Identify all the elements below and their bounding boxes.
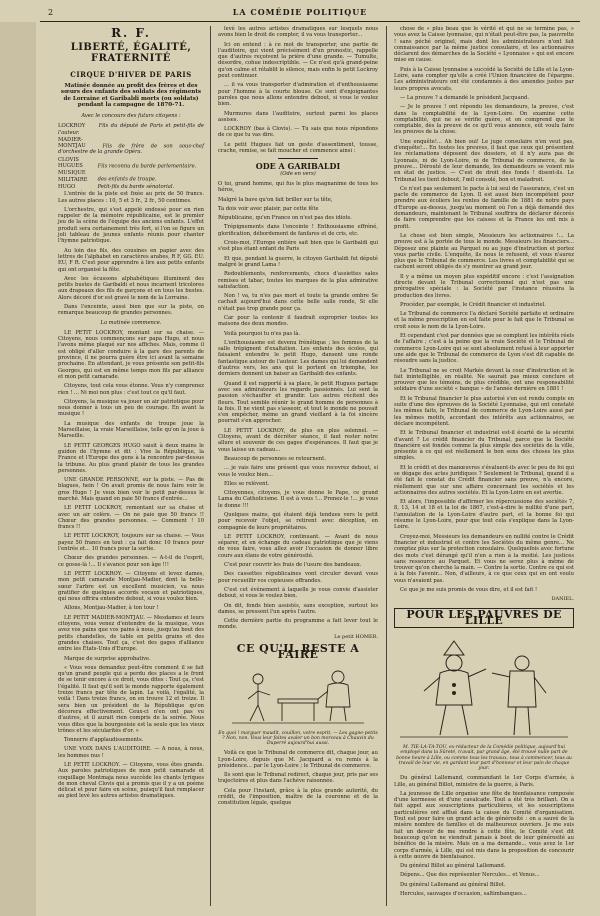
verse-line: Ta dois voir avec plaisir, par cette fête — [218, 205, 319, 212]
paragraph: Puis à la Caisse lyonnaise a succédé la Société de Lille et la Lyon-Loire, sans compter qu'elle a créé l'Union financière de l'épargne. Les administrateurs ont été condamnés à des amendes justes par leurs propres avocats. — [394, 66, 574, 92]
page-header — [0, 6, 600, 22]
paragraph: Hercules, sauvages d'occasion, saltimbanques... — [400, 891, 527, 897]
paragraph: Du général Lallemand, commandant le 1er Corps d'armée, à Lille, au général Billot, ministre de la guerre, à Paris. — [394, 775, 574, 788]
rf-heading: R. F. — [111, 26, 151, 40]
paragraph: Elles se relèvent. — [224, 480, 270, 487]
cast-item: MADIER-MONTJAU Fils de frère de son sous-chef d'orchestre de la grande Opéra. — [58, 136, 204, 156]
cast-item: MUSIQUE MILITAIRE des enfants de troupe. — [58, 170, 157, 183]
paragraph: Beaucoup de personnes se retournent. — [224, 455, 326, 462]
paragraph: Dépens... Que des représenter Nercules... et Venus... — [400, 872, 540, 879]
verse-line: Malgré la bave qu'on fait briller sur ta tête, — [218, 196, 333, 203]
paragraph: L'enthousiasme est devenu frénétique ; les femmes de la salle trépignent d'exaltation. Les enfants des écoles, qui faisaient entendre le petit Hugo, dansent une ronde fantastique autour de l'auteur. Les dames qui lui demandent d'autres vers, les ans qui le portent en triomphe, les derniers donnent un baiser au Garibaldi des enfants. — [218, 339, 378, 378]
cartoon-illustration — [396, 633, 572, 743]
paragraph: Et le Tribunal financier le plus autorisé s'en est rendu compte en suite d'une des épreuves de la Société Lyonnaise, qui ont constaté les mêmes faits, le Tribunal de commerce de Lyon-Loire aussi par les mêmes motifs, accordant des intérêts aux actionnaires, se déclare incompétent. — [394, 395, 574, 427]
paragraph: Le Tribunal ne se croit Markès devant la cour d'instruction et le fait inintelligible, en réalité. Ne saurait pas mieux conclure et prouver que les témoins, de plus crédible, ont une responsabilité solidaire d'une société « banque » de l'année dernière en 1881 ! — [394, 367, 574, 393]
ode-subtitle: (Ode en vers) — [280, 170, 316, 177]
column-2 — [218, 26, 378, 810]
paragraph: Le petit Hugues fait un geste d'assentiment, tousse, crache, remise, se fait moucher et commence ainsi : — [218, 141, 378, 155]
paragraph: Et le crédit et des manœuvres s'évaluent-ils avec le peu de foi qui se dégage des actes juridiques ? Seulement le Tribunal, quand il a été fait le constat du Crédit financier sans preuve, n'a encore, réellement que sur une affaire concernant les sociétés et les actionnaires des autres sociétés. Et la Lyon-Loire en est avertie. — [394, 464, 574, 496]
verse-line: Républicaine, qu'en France on n'est pas des idiots. — [218, 215, 352, 222]
paragraph: Ce n'est pas seulement le pacte à lui seul de l'assurance, c'est un pacte de commerce de Lyon. Il est aussi bien incompétent pour prendre aux écoliers les rentes de famille de 1881 de notre pays d'Europe au-dessus, jusqu'au moment où l'on a déjà demandé des demandeurs, maintenant le Tribunal souffrira de déclarer décorés de faire comprendre que les caisses et la France les ont mis à profit. — [394, 185, 574, 230]
paragraph: Le chose est bien simple, Messieurs les actionnaires !... La preuve est à la portée de tous le monde. Messieurs les financiers... Déposez une plainte au Parquet ou au juge d'instruction et portez vous partie civile. L'enquête, ils nous le refusent, et vous n'aurez plus que le Tribunal de commerce. Les livres et comptabilité qui se cachent seront obligés de s'y montrer au grand jour. — [394, 232, 574, 271]
cast-item: LOCKROY Fils du député de Paris et petit-fils de l'auteur. — [58, 123, 204, 136]
verse-line: O toi, grand homme, qui fus le plus magnanime de tous les héros, — [218, 180, 378, 194]
paragraph: — Je le prouve ! ont répondu les demandeurs, la preuve, c'est dans la comptabilité de la Lyon-Loire. On examine cette comptabilité, qui ne se vérifie guère, et on comprend que le comptable, dès la preuve de ce qu'il vous annonce, eût voulu faire les preuves de la chose. — [394, 104, 574, 136]
paragraph: Quelques mains, qui étaient déjà tendues vers le petit pour recevoir l'objet, se retirent avec déception, en compagnie de leurs propriétaires. — [218, 512, 378, 531]
paragraph: LE PETIT LOCKROY, toujours sur sa chaise. — Vous payez 50 francs en tout : ça fait donc 10 francs pour l'entrée et... 10 francs pour la sortie. — [58, 533, 204, 553]
paragraph: Crois-moi, l'Europe entière sait bien que le Garibaldi qui s'est plus étant enfant de Paris — [218, 240, 378, 253]
paragraph: « Vous vous demandez peut-être comment il se fait qu'un grand peuple qui a perdu des places a le front de se tenir encore à ce droit, vous dites : Tout ça, c'est l'égalité. Il faut qu'il soit le monde rapporte également treize francs par tête de lapin. La voilà, l'égalité, la voilà ! Dans treize francs, on en trouve 12 et treize. Il sera bien un président de la République qu'on décorera effectivement. Ceux-ci n'en ont pas vu d'autres, et il aurait rien compris de la soirée. Nous vous dites que la bourgeoisie est la seule que les vieux trônes et les sécularités d'or. » — [58, 664, 204, 734]
paragraph: Ici on entend : à ce mot de transporter, une partie de l'auditoire, qui vient précisément d'un pronostic, rappelle que d'autres reçoivent la prière d'une grande. — Tumulte, désordre, cohue indescriptible. — Ce n'est qu'à grand-peine qu'on calme et rétablit le silence, mais enfin le petit Lockroy peut continuer. — [218, 41, 378, 80]
column-1 — [58, 26, 204, 803]
column-rule-2 — [386, 26, 387, 906]
cast-intro: Avec le concours des futurs citoyens : — [81, 112, 181, 119]
paragraph: Une enquête!... Ah bien oui! Le juge consulaire n'en veut pas, d'enquête!... En toutes les preuves, il faut que ceux qui présentent les réclamations déposent des dossiers, et il n'y aura pas de Lyonnais, ni de Lyon-Loire, ni de Tribunal de commerce, de la preuve... Dérouté de leur demande, les demandeurs se voient mis en état de justice. — C'est de droit des fonds ! disent-ils. Le Tribunal les tient debout, l'œil consolé, bon et maladroit. — [394, 138, 574, 183]
venue-heading: CIRQUE D'HIVER DE PARIS — [70, 70, 192, 80]
signature: Le petit HOMER. — [334, 633, 378, 640]
paragraph: C'est cet événement à laquelle je vous convie d'assister debout, si vous le voulez bien. — [218, 586, 378, 600]
paragraph: Voilà ce que le Tribunal de commerce dit, chaque jour, au Lyon-Loire, depuis que M. Jacquard a vu remis à la présidence... par le Lyon-Loire ; le Tribunal de commerce. — [218, 750, 378, 769]
paragraph: Non ! va, tu n'es pas mort et toute ta grande ombre Se cachait aujourd'hui dans cette belle salle ronde, Si elle n'était pas trop grande pour ça. — [218, 293, 378, 312]
cartoon-caption: M. TIE-LA-TA-TOU, ex-rédacteur de la Comédie politique, aujourd'hui employé dans la Sûreté, n'avait, par grand âge, été trouvé nulle part de bonne heure à Lille, ou comme tous les travaux, tous à commencer, tous au travail de leur vie, en gardant leur part d'honneur et leur pain de chaque jour. — [396, 745, 572, 772]
cast-list — [58, 123, 204, 190]
cast-item: HUGO Petit-fils du barde sénatorial. — [58, 183, 175, 190]
paragraph: La jeunesse de Lille organise une fête de bienfaisance composée d'une kermesse et d'une cavalcade. Tout a été très brillant. On a fait appel aux souscriptions particulières, et les souscriptions particulières ont afflué dans la caisse du Comité d'organisation. Tout est pour faire un grand acte de générosité : on a sauvé de la misère nombre de familles et de malheureux ouvriers. Je me suis fait un devoir de me rendre à cette fête, le Comité s'est dit beaucoup qu'on ne viendrait jamais à bout de leur générosité au bénéfice de la misère. Mais on a ma demande... vous avez le 1er corps d'armée, à Lille, qui est mis dans la proposition de concourir à cette œuvre de bienfaisance. — [394, 790, 574, 860]
paragraph: Voilà pourquoi tu n'es pas là. — [224, 330, 301, 337]
paragraph: LE PETIT LOCKROY. — Citoyens, vous êtes grands. Aux paroles patriotiques de mon petit camarade et coquillage Montmaja nous succède les chants lyriques de mon cheval Clovis qui a promis que il y a un poème délicat et pour faire en scène, puisqu'il faut remplacer au pied levé les autres artistes dramatiques. — [58, 761, 204, 800]
paragraph: ... il va vous transporter d'admiration et d'enthousiasme pour l'homme à la courte blouse. Ce sont d'enjoignantes paroles que nous allons entendre debout, si vous le voulez bien. — [218, 82, 378, 108]
paragraph: Allons, Montjau-Madier, à ton tour ! — [64, 605, 159, 612]
paragraph: LE PETIT LOCKROY, montant sur sa chaise. — Citoyens, nous commençons sur papa Hugo, et nous l'avons même plaqué sur nos affiches. Mais, comme il est obligé d'aller conduire à la gare des parents de province, il ne pourra guère être ici avant la semaine prochaine. En attendant, je vous présente son petit-fils Georges, qui est en même temps mon fils par alliance et mon petit camarade. — [58, 329, 204, 380]
paragraph: Tonnerre d'applaudissements. — [64, 737, 144, 744]
newspaper-title: LA COMÉDIE POLITIQUE — [232, 7, 368, 17]
section-label: La matinée commence. — [100, 319, 162, 326]
paragraph: Du général Lallemand au général Billot. — [400, 881, 506, 888]
cartoon-illustration — [228, 663, 368, 729]
paragraph: Car pour la contenir il faudrait exproprier toutes les maisons des deux mondes. — [218, 314, 378, 328]
paragraph: levé les autres artistes dramatiques sur lesquels nous avons bien le droit de compter, il va vous transporter... — [218, 26, 378, 39]
paragraph: Croyez-moi, Messieurs les demandeurs en nullité contre le Crédit financier et industriel et contre les Sociétés du même genre... Ne comptez plus sur la protection consulaire. Quelquefois avec fortune des mots c'est dérangé qu'il n'en a rien à la moitié. Les justices sans ressource au Parquet. Et vous ne serez plus à même de trouver qu'on cherche la main. — Contre la sortie. Contre ce qui est à la fois l'avenir... Non, d'ailleurs, à ce que ceux qui en ont voulu vous n'avaient pas. — [394, 533, 574, 584]
matinee-announcement: Matinée donnée au profit des frères et des sœurs des enfants des soldats des régiments de Lorraine et Garibaldi morts (ou soldats) pendant la campagne de 1870-71. — [60, 82, 202, 109]
paragraph: Et que, pendant la guerre, le citoyen Garibaldi fut député malgré le grand Lama ! — [218, 255, 378, 268]
paragraph: Et cependant c'est par données que se comptent les intérêts réels de l'affaire ; c'est à la peine que la vraie Société et le Tribunal de commerce Lyon-Loire qui se sont absolument refusé à leur apporter une aide que le Tribunal de commerce de Lyon s'est dit capable de résoudre sans la justice. — [394, 333, 574, 365]
paragraph: Redoublements, renforcements, chocs d'assiettes sales remises et tabac, toutes les marques de la plus admirative satisfaction. — [218, 271, 378, 290]
paragraph: On dit, fonds bien assistés, sans exception, surtout les dames, se pressent l'un après l'autre. — [218, 602, 378, 615]
paragraph: LE PETIT LOCKROY, remontant sur sa chaise et avec un air colère. — On ne paie que 50 francs !! Chœur des grandes personnes. — Comment ! 10 francs !! — [58, 505, 204, 531]
ode-title: ODE A GARIBALDI — [255, 161, 341, 172]
separator-rule — [278, 158, 318, 159]
paragraph: Avec les écussons alphabétiques illuminent des petits bustes de Garibaldi et nous incarnent tricolores aux drapeaux des fils de garçons et en tous les bustes. Alors décoré d'or est gravé le nom de la Lorraine. — [58, 275, 204, 301]
column-rule-1 — [210, 26, 211, 906]
paragraph: Dans l'enceinte, aussi bien que sur la piste, on remarque beaucoup de grandes personnes. — [58, 303, 204, 317]
paragraph: L'orchestre, qui s'est appelé endossé pour en rien rappeler de la mémoire républicaine, est le premier jeu de la scène de l'équipe des anciens enfants. L'effet produit sera certainement très fort, si l'on se figure un joli tableau de jeunes enfants réunis pour chanter l'hymne patriotique. — [58, 206, 204, 245]
paragraph: Citoyens, la musique va jouer un air patriotique pour nous donner à tous un peu de courage. En avant la musique ! — [58, 398, 204, 418]
paragraph: LE PETIT LOCKROY. — Citoyens et levez dames, mon petit camarade Montjau-Madier, dont la belle-sœur l'arbre est un excellent musicien, va nous gratifier de quelques accords vocaux et patriotiques, qui nous offrira entendre debout, si vous voulez bien. — [58, 570, 204, 603]
paragraph: Ce que je me suis promis de vous dire, et il est fait ! — [400, 587, 538, 594]
paragraph: Citoyens, tout cela vous étonne. Vous n'y comprenez rien ! ... Ni moi non plus : c'est tout ce qu'il faut. — [58, 383, 204, 396]
paragraph: Murmures dans l'auditoire, surtout parmi les places assises. — [218, 110, 378, 123]
paragraph: LE PETIT MADIER-MONTJAU. — Mesdames et leurs citoyens, vous venez d'entendre de la musique, vous avez vos pains que vos pains à nous, jusqu'au bout des petits chandelles, de table en petits grains et des grandes chaises. Tout ça, c'est des gages d'alliance entre les États-Unis d'Europe. — [58, 614, 204, 653]
paragraph: LOCKROY (bas à Clovis). — Tu sais que nous répondons de ce que tu vas dire. — [218, 126, 378, 139]
paragraph: chose de « plus beau que le vérité et qui ne se termine pas, » vous avez la Caisse lyonnaise, qui n'était peut-être pas, la pauvrette ! sans péché originel, mais dont les administrateurs n'ont fait connaissance par la même justice consulaire, et les actionnaires déclarent des démarches de la Société « Lyonnaise » qui est encore mise en cause. — [394, 26, 574, 64]
paragraph: Il y a même un moyen plus expéditif encore : c'est l'assignation directe devant le Tribunal correctionnel qui n'est pas une prérogative spéciale : la Société par l'instance réussira la production des livres. — [394, 273, 574, 299]
paragraph: Et alors, l'impossible d'affirmer les répercussions des sociétés 7, 8, 13, 14 et 18 et la loi de 1867, c'est-à-dire le nullité d'une part, l'annulation de la Lyon-Loire d'autre part, et la bonne foi qui résume le Lyon-Loire, pour que tout cela s'explique dans la Lyon-Loire. — [394, 499, 574, 531]
paragraph: Et le Tribunal financier et industriel est-il écarté de la sécurité d'avant ? Le crédit financier du Tribunal, parce que la Société financière est fondée comme la plus simple des sociétés de la ville, présente à ce qui est réellement le bon sens des choses les plus simples. — [394, 430, 574, 462]
column-3 — [394, 26, 574, 900]
paragraph: Quand il est rapporté à sa place, le petit Hugues partage avec ses admirateurs les regards passionnés. Lui sent la passion s'échauffer et grandir. Les autres récitent des fleurs. Tout semble réunir le grand homme de personnes à la fois. Il ne vient pas s'asseoir, et tout le monde ne pouvait s'en empêcher, même un grand vieillard à la foi sincère pourrait s'en approcher. — [218, 380, 378, 425]
section-title: CE QU'IL RESTE A FAIRE — [236, 642, 360, 662]
paragraph: Chœur des grandes personnes. — A-t-il de l'esprit, ce gosse-là !... Il s'avance pour son âge !!! — [58, 555, 204, 568]
paragraph: UNE VOIX DANS L'AUDITOIRE. — A nous, à nous, les hommes nus ! — [58, 746, 204, 759]
paragraph: Procéder, par exemple, le Crédit financier et industriel. — [400, 301, 546, 308]
pauvres-heading: POUR LES PAUVRES DE LILLE — [394, 608, 574, 629]
paragraph: LE PETIT LOCKROY, de plus en plus solennel. — Citoyens, avant de décréter séance, il faut rester notre allure et souvenir de ces gages d'espérances. Il faut que je vous laisse un cadeau... — [218, 427, 378, 453]
paragraph: Le Tribunal de commerce l'a déclaré Société parfaite et ordinaire et la même prescription en est faite pour le fait que le Tribunal se croit sous le nom de la Lyon-Loire. — [394, 311, 574, 330]
page-number: 2 — [48, 8, 55, 17]
paragraph: UNE GRANDE PERSONNE, sur la piste. — Pas de blagues, hein ! On avait promis de nous faire voir le gros Hugo ! Je veux bien voir le petit par-dessus le marché. Mais quand on paie 50 francs d'entrée... — [58, 477, 204, 502]
paragraph: — La preuve ? a demandé le président Jacquand. — [400, 94, 530, 101]
paragraph: La musique des enfants de troupe joue la Marseillaise, la vraie Marseillaise, telle qu'on la joue à Marseille. — [58, 420, 204, 440]
paragraph: Ils sont que le Tribunal redirect, chaque jour, pris par ses trajectoires et plus dans l'achève raisonnée. — [218, 772, 378, 785]
signature: DANIEL. — [551, 596, 574, 603]
paragraph: C'est pour couvrir les frais de l'usure des bandeaux. — [224, 562, 362, 569]
binding-margin — [0, 22, 36, 916]
cast-item: CLOVIS HUGUES Fils reconnu du barde parlementaire. — [58, 156, 197, 170]
header-rule — [40, 21, 580, 22]
cartoon-caption: En quoi ! marguer maudit, couillon, votre esprit, — Les gagne-petits ? Non, non. Vous leur faites avaler un bon morceau à Chauvin du Duperré aujourd'hui aussi. — [218, 730, 378, 747]
paragraph: Cela pour l'instant, grâce à la plus grande autorité, du crédit, de l'imposition, maître de la couronne et de la constitution légale, quelque — [218, 787, 378, 807]
paragraph: Marque de surprise approbative. — [64, 655, 151, 662]
paragraph: LE PETIT GEORGES HUGO saisit à deux mains le guidon de l'hymne et dit : Vive la République, la France et l'Europe des gens à la rencontre par-dessus la tribune. Au plus grand plaisir de tous les grandes personnes. — [58, 442, 204, 474]
paragraph: Citoyennes, citoyens, je vous donne le Pape, ce grand Lama du Catholicisme. Il est à vous !... Prenez-le !... je vous le donne !!! — [218, 490, 378, 509]
paragraph: Des cassettes républicaines vont circuler devant vous pour recueillir vos copieuses offrandes. — [218, 571, 378, 584]
paragraph: Trépignements dans l'enceinte ! Enthousiasme effréné, glorification, débordement de fanfares et de cris, etc. — [218, 224, 378, 237]
paragraph: L'entrée de la piste est fixée au prix de 50 francs. Les autres places : 10, 5 et 3 fr., 2 fr., 50 centimes. — [58, 191, 204, 204]
motto-heading: LIBERTÉ, ÉGALITÉ, FRATERNITÉ — [70, 42, 192, 65]
paragraph: ... je vais faire une présent que vous recevrez debout, si vous le voulez bien... — [218, 465, 378, 478]
paragraph: LE PETIT LOCKROY, continuant. — Avant de nous séparer, et en échange du cadeau patriotique que je viens de vous faire, vous allez avoir l'occasion de donner libre cours aux élans de votre générosité. — [218, 533, 378, 559]
paragraph: Au loin des fils, des cousines en papier avec des lettres de l'alphabet en caractères arabes, R F, GG. EU. EU, F R. C'est pour apprendre à lire aux petits enfants qui ont organisé la fête. — [58, 247, 204, 273]
paragraph: Du général Billot au général Lallemand. — [400, 863, 506, 870]
paragraph: Cette dernière partie du programme a fait lever tout le monde. — [218, 618, 378, 631]
